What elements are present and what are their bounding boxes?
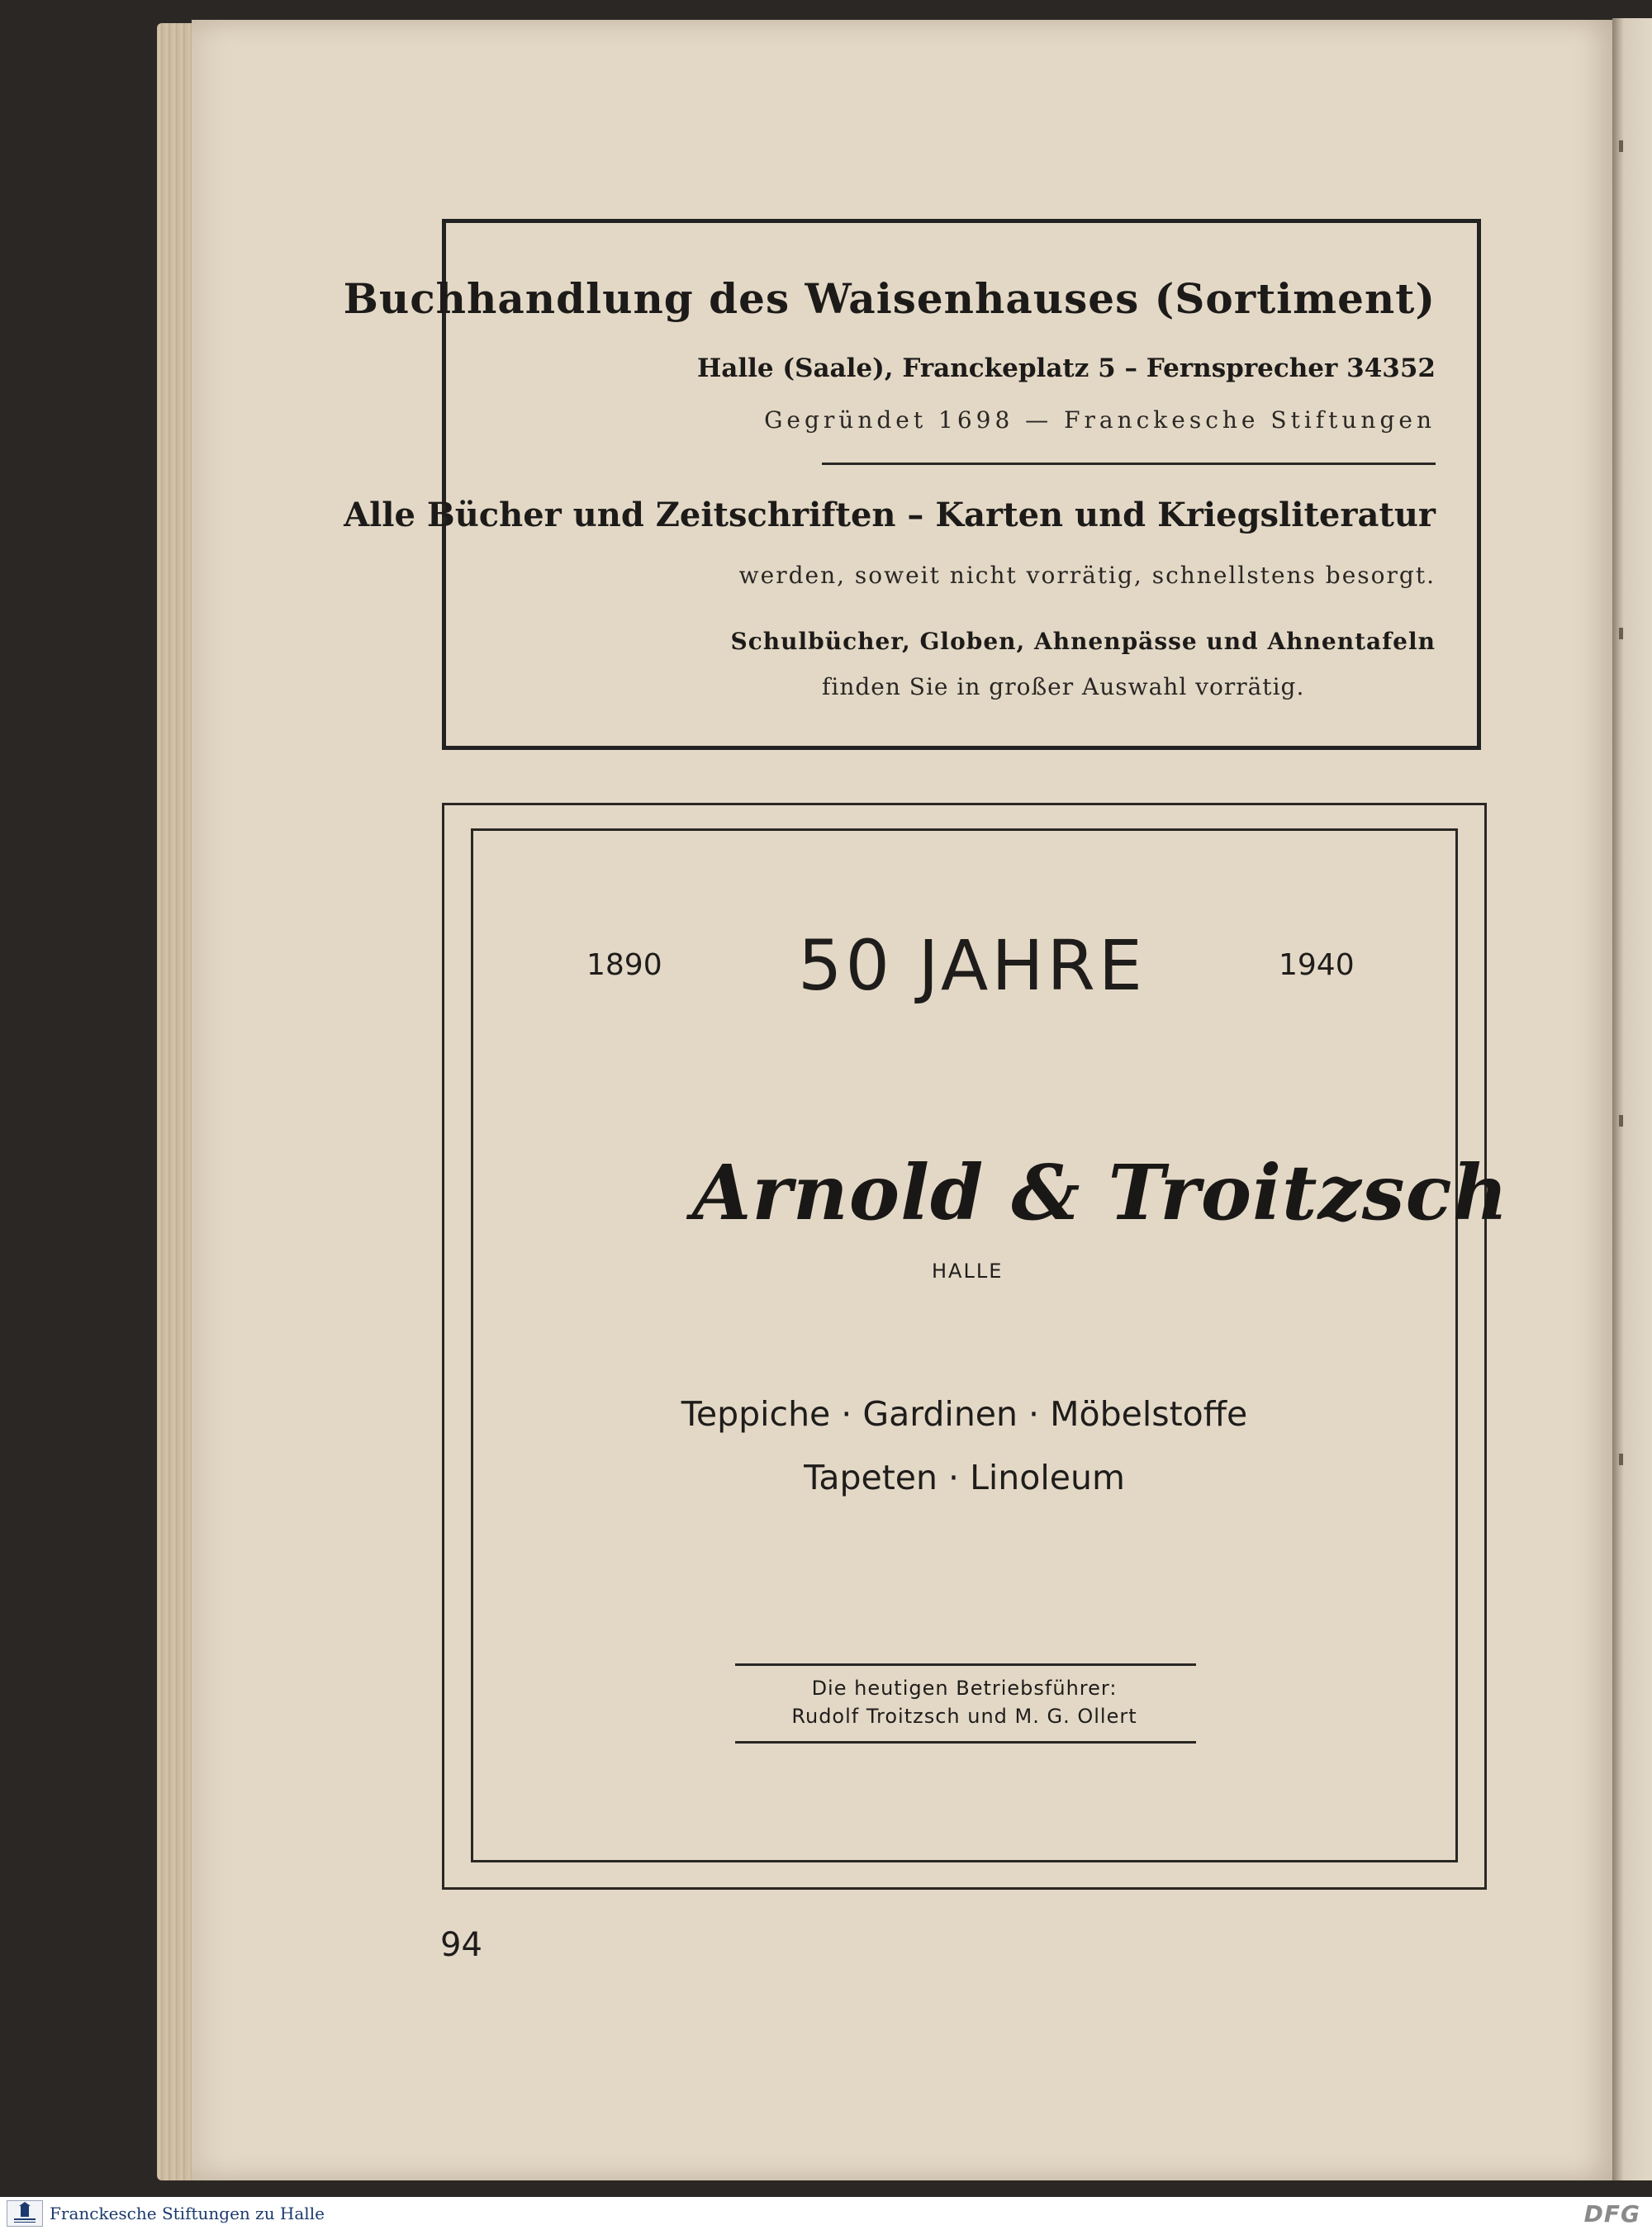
binding-mark [1619,1115,1623,1127]
bookstore-procured-note: werden, soweit nicht vorrätig, schnellstens besorgt. [738,562,1436,589]
facing-page-edge [1612,18,1652,2180]
products-line-2: Tapeten · Linoleum [804,1458,1125,1497]
divider [822,463,1436,465]
binding-mark [1619,628,1623,639]
institution-logo-icon [7,2200,43,2227]
brand-city: HALLE [932,1260,1004,1283]
funder-logo: DFG [1583,2200,1640,2228]
institution-name[interactable]: Franckesche Stiftungen zu Halle [50,2204,325,2223]
brand-wordmark: Arnold & Troitzsch [692,1148,1509,1237]
bookstore-headline: Alle Bücher und Zeitschriften – Karten und Kriegsliteratur [344,496,1436,534]
products-line-1: Teppiche · Gardinen · Möbelstoffe [681,1394,1248,1434]
bookstore-founded: Gegründet 1698 — Franckesche Stiftungen [764,406,1436,434]
bookstore-advertisement [343,219,1481,750]
year-start: 1890 [586,948,662,982]
binding-mark [1619,140,1623,152]
managers-names: Rudolf Troitzsch und M. G. Ollert [791,1705,1137,1728]
page-number: 94 [440,1926,482,1964]
divider [735,1741,1196,1744]
bookstore-address: Halle (Saale), Franckeplatz 5 – Fernsprecher 34352 [696,353,1436,383]
anniversary-heading: 50 JAHRE [798,925,1146,1006]
year-end: 1940 [1279,948,1355,982]
bookstore-selection-note: finden Sie in großer Auswahl vorrätig. [822,673,1305,700]
bookstore-title: Buchhandlung des Waisenhauses (Sortiment) [343,274,1436,323]
bookstore-schoolbooks: Schulbücher, Globen, Ahnenpässe und Ahnentafeln [730,628,1436,655]
managers-label: Die heutigen Betriebsführer: [811,1677,1118,1700]
divider [735,1663,1196,1666]
